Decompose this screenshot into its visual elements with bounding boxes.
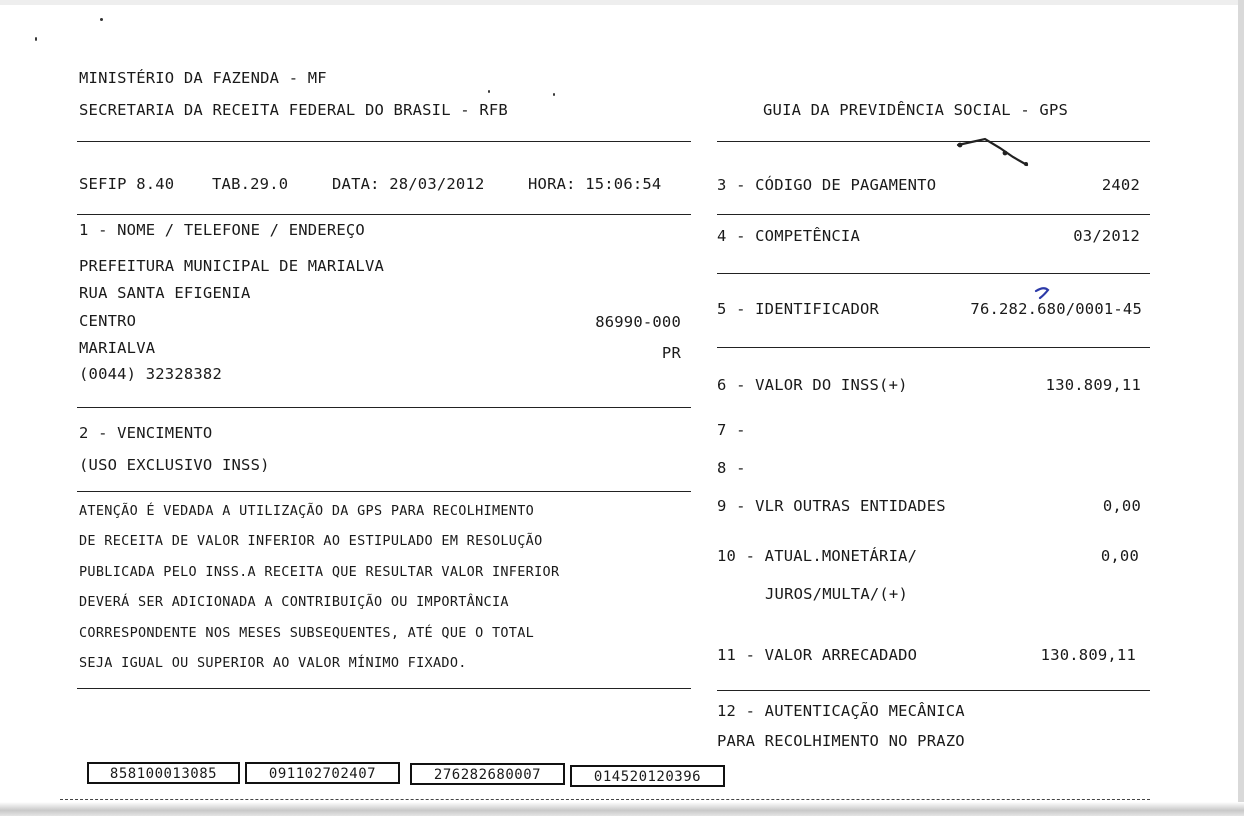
notice-line: ATENÇÃO É VEDADA A UTILIZAÇÃO DA GPS PARA RECOLHIMENTO [79,503,535,519]
scan-edge-top [0,0,1244,5]
field11-value: 130.809,11 [1040,646,1136,664]
barcode-digits-box: 014520120396 [570,765,725,787]
form-title: GUIA DA PREVIDÊNCIA SOCIAL - GPS [763,101,1069,119]
cut-line [60,799,1150,800]
field3-value: 2402 [1101,176,1140,194]
field4-value: 03/2012 [1073,227,1140,245]
sefip-time: HORA: 15:06:54 [528,175,662,193]
payer-name: PREFEITURA MUNICIPAL DE MARIALVA [79,257,385,275]
field9-value: 0,00 [1102,497,1141,515]
barcode-digits-box: 858100013085 [87,762,240,784]
payer-state: PR [661,344,681,362]
field10-label: 10 - ATUAL.MONETÁRIA/ [717,547,918,565]
field9-label: 9 - VLR OUTRAS ENTIDADES [717,497,946,515]
field6-label: 6 - VALOR DO INSS(+) [717,376,908,394]
field10-value: 0,00 [1100,547,1139,565]
notice-line: DE RECEITA DE VALOR INFERIOR AO ESTIPULADO EM RESOLUÇÃO [79,533,543,549]
secretariat-title: SECRETARIA DA RECEITA FEDERAL DO BRASIL - RFB [79,101,508,119]
handwritten-mark-icon [1033,286,1055,304]
field11-label: 11 - VALOR ARRECADADO [717,646,918,664]
notice-line: DEVERÁ SER ADICIONADA A CONTRIBUIÇÃO OU IMPORTÂNCIA [79,594,509,610]
divider [77,141,691,142]
field4-label: 4 - COMPETÊNCIA [717,227,860,245]
field2-note: (USO EXCLUSIVO INSS) [79,456,270,474]
divider [717,273,1150,274]
payer-district: CENTRO [79,312,137,330]
divider [717,141,1150,142]
sefip-version: SEFIP 8.40 [79,175,175,193]
barcode-digits-box: 276282680007 [410,763,565,785]
scan-edge-bottom [0,802,1244,816]
field8-label: 8 - [717,459,746,477]
scan-speck [35,37,37,41]
ministry-title: MINISTÉRIO DA FAZENDA - MF [79,69,327,87]
field6-value: 130.809,11 [1045,376,1141,394]
barcode-digits-box: 091102702407 [245,762,400,784]
ink-smudge [955,134,1035,172]
sefip-tab: TAB.29.0 [212,175,289,193]
divider [77,491,691,492]
scan-speck [553,93,555,96]
divider [717,690,1150,691]
scan-speck [100,18,103,21]
notice-line: PUBLICADA PELO INSS.A RECEITA QUE RESULTAR VALOR INFERIOR [79,564,560,580]
field12-label-cont: PARA RECOLHIMENTO NO PRAZO [717,732,965,750]
divider [717,347,1150,348]
field2-label: 2 - VENCIMENTO [79,424,213,442]
payer-street: RUA SANTA EFIGENIA [79,284,251,302]
field3-label: 3 - CÓDIGO DE PAGAMENTO [717,176,937,194]
divider [77,688,691,689]
field5-value: 76.282.680/0001-45 [970,300,1142,318]
divider [717,214,1150,215]
divider [77,407,691,408]
field1-label: 1 - NOME / TELEFONE / ENDEREÇO [79,221,365,239]
payer-cep: 86990-000 [595,313,681,331]
scan-edge-right [1238,0,1244,816]
notice-line: SEJA IGUAL OU SUPERIOR AO VALOR MÍNIMO FIXADO. [79,655,467,671]
payer-city: MARIALVA [79,339,156,357]
payer-phone: (0044) 32328382 [79,365,222,383]
notice-line: CORRESPONDENTE NOS MESES SUBSEQUENTES, ATÉ QUE O TOTAL [79,625,535,641]
field12-label: 12 - AUTENTICAÇÃO MECÂNICA [717,702,965,720]
divider [77,214,691,215]
sefip-date: DATA: 28/03/2012 [332,175,485,193]
field7-label: 7 - [717,421,746,439]
field10-label-cont: JUROS/MULTA/(+) [765,585,908,603]
scan-speck [488,90,490,93]
field5-label: 5 - IDENTIFICADOR [717,300,880,318]
